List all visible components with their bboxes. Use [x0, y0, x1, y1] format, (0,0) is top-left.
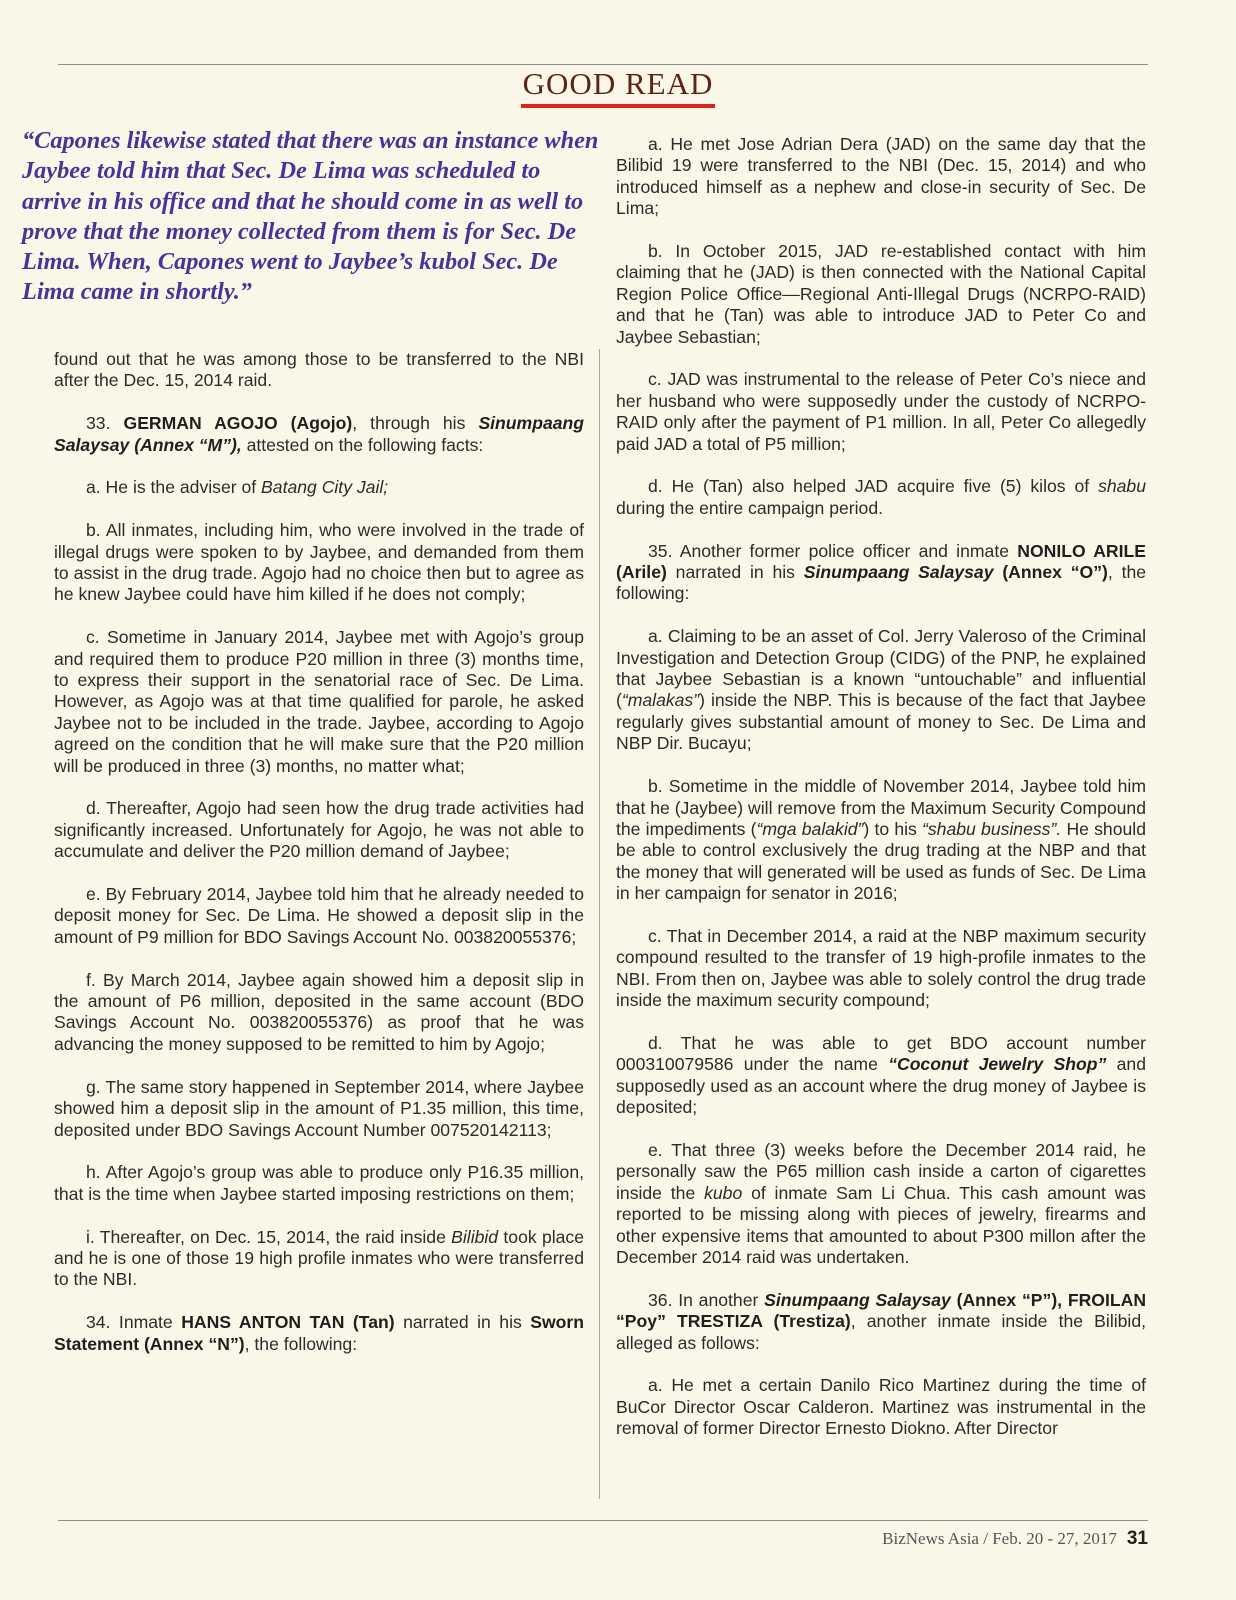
pull-quote: “Capones likewise stated that there was an instance when Jaybee told him that Sec. De Lima was scheduled to arrive in his office and that he should come in as well to prove that the money collected from them is for Sec. De Lima. When, Capones went to Jaybee’s kubol Sec. De Lima came in shortly.”: [22, 127, 599, 306]
section-title: GOOD READ: [521, 68, 716, 108]
paragraph-34a: a. He met Jose Adrian Dera (JAD) on the same day that the Bilibid 19 were transferred to the NBI (Dec. 15, 2014) and who introduced himself as a nephew and close-in security of Sec. De Lima;: [616, 134, 1146, 219]
page-number: 31: [1126, 1528, 1148, 1549]
paragraph-34: 34. Inmate HANS ANTON TAN (Tan) narrated in his Sworn Statement (Annex “N”), the following:: [54, 1312, 585, 1354]
publication-info: BizNews Asia / Feb. 20 - 27, 2017: [882, 1529, 1117, 1548]
paragraph-33h: h. After Agojo’s group was able to produce only P16.35 million, that is the time when Jaybee started imposing restrictions on them;: [54, 1162, 584, 1204]
paragraph-35d: d. That he was able to get BDO account number 000310079586 under the name “Coconut Jewelry Shop” and supposedly used as an account where the drug money of Jaybee is deposited;: [616, 1032, 1146, 1118]
paragraph-33f: f. By March 2014, Jaybee again showed him a deposit slip in the amount of P6 million, deposited in the same account (BDO Savings Account No. 003820055376) as proof that he was advancing the money supposed to be remitted to him by Agojo;: [54, 969, 584, 1054]
paragraph-33b: b. All inmates, including him, who were involved in the trade of illegal drugs were spoken to by Jaybee, and demanded from them to assist in the drug trade. Agojo had no choice then but to agree as he knew Jaybee could have him killed if he does not comply;: [54, 520, 584, 605]
paragraph-36: 36. In another Sinumpaang Salaysay (Annex “P”), FROILAN “Poy” TRESTIZA (Trestiza), another inmate inside the Bilibid, alleged as follows:: [616, 1289, 1147, 1353]
page-footer: [882, 1528, 1148, 1550]
paragraph-35: 35. Another former police officer and inmate NONILO ARILE (Arile) narrated in his Sinumpaang Salaysay (Annex “O”), the following:: [616, 540, 1147, 604]
paragraph-34c: c. JAD was instrumental to the release of Peter Co’s niece and her husband who were supposedly under the custody of NCRPO-RAID only after the payment of P1 million. In all, Peter Co allegedly paid JAD a total of P5 million;: [616, 369, 1146, 454]
paragraph-34b: b. In October 2015, JAD re-established contact with him claiming that he (JAD) is then connected with the National Capital Region Police Office—Regional Anti-Illegal Drugs (NCRPO-RAID) and that he (Tan) was able to introduce JAD to Peter Co and Jaybee Sebastian;: [616, 241, 1146, 347]
right-column: [616, 134, 1146, 1461]
paragraph-33g: g. The same story happened in September 2014, where Jaybee showed him a deposit slip in the amount of P1.35 million, this time, deposited under BDO Savings Account Number 007520142113;: [54, 1076, 584, 1140]
section-header: [0, 68, 1236, 108]
paragraph-continuation: found out that he was among those to be transferred to the NBI after the Dec. 15, 2014 raid.: [54, 349, 584, 391]
paragraph-35b: b. Sometime in the middle of November 2014, Jaybee told him that he (Jaybee) will remove from the Maximum Security Compound the impediments (“mga balakid”) to his “shabu business”. He should be able to control exclusively the drug trading at the NBP and that the money that will generated will be used as funds of Sec. De Lima in her campaign for senator in 2016;: [616, 776, 1146, 904]
column-divider: [599, 349, 600, 1499]
paragraph-33e: e. By February 2014, Jaybee told him that he already needed to deposit money for Sec. De Lima. He showed a deposit slip in the amount of P9 million for BDO Savings Account No. 003820055376;: [54, 884, 584, 947]
paragraph-36a: a. He met a certain Danilo Rico Martinez during the time of BuCor Director Oscar Calderon. Martinez was instrumental in the removal of former Director Ernesto Diokno. After Director: [616, 1375, 1146, 1439]
paragraph-33a: a. He is the adviser of Batang City Jail;: [86, 477, 389, 498]
top-rule: [58, 64, 1148, 65]
paragraph-33d: d. Thereafter, Agojo had seen how the drug trade activities had significantly increased. Unfortunately for Agojo, he was not able to accumulate and deliver the P20 million demand of Jaybee;: [54, 798, 584, 862]
paragraph-34d: d. He (Tan) also helped JAD acquire five (5) kilos of shabu during the entire campaign period.: [616, 476, 1146, 518]
paragraph-35a: a. Claiming to be an asset of Col. Jerry Valeroso of the Criminal Investigation and Detection Group (CIDG) of the PNP, he explained that Jaybee Sebastian is a known “untouchable” and influential (“malakas”) inside the NBP. This is because of the fact that Jaybee regularly gives substantial amount of money to Sec. De Lima and NBP Dir. Bucayu;: [616, 626, 1146, 754]
bottom-rule: [58, 1520, 1148, 1521]
paragraph-33: 33. GERMAN AGOJO (Agojo), through his Sinumpaang Salaysay (Annex “M”), attested on the following facts:: [54, 413, 585, 455]
paragraph-33i: i. Thereafter, on Dec. 15, 2014, the raid inside Bilibid took place and he is one of those 19 high profile inmates who were transferred to the NBI.: [54, 1226, 585, 1290]
paragraph-35e: e. That three (3) weeks before the December 2014 raid, he personally saw the P65 million cash inside a carton of cigarettes inside the kubo of inmate Sam Li Chua. This cash amount was reported to be missing along with pieces of jewelry, firearms and other expensive items that amounted to about P300 millon after the December 2014 raid was undertaken.: [616, 1139, 1146, 1267]
paragraph-35c: c. That in December 2014, a raid at the NBP maximum security compound resulted to the transfer of 19 high-profile inmates to the NBI. From then on, Jaybee was able to solely control the drug trade inside the maximum security compound;: [616, 925, 1146, 1011]
left-column: [54, 349, 584, 1376]
paragraph-33c: c. Sometime in January 2014, Jaybee met with Agojo’s group and required them to produce P20 million in three (3) months time, to express their support in the senatorial race of Sec. De Lima. However, as Agojo was at that time qualified for parole, he asked Jaybee not to be included in the trade. Jaybee, according to Agojo agreed on the condition that he will make sure that the P20 million will be produced in three (3) months, no matter what;: [54, 627, 584, 776]
